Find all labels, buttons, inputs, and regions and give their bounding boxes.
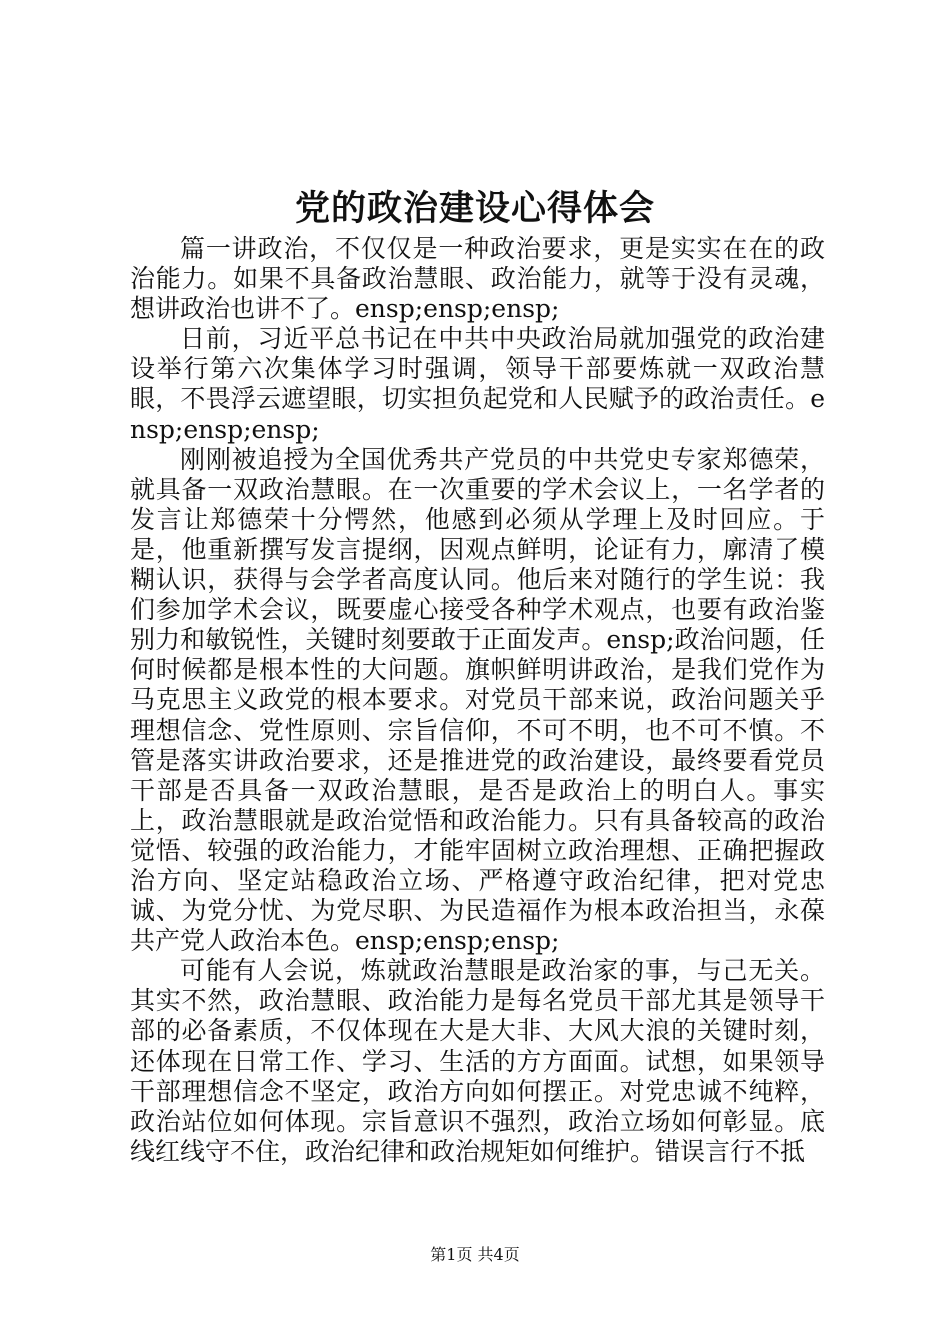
page-footer: 第1页 共4页: [430, 1245, 520, 1264]
paragraph: 篇一讲政治，不仅仅是一种政治要求，更是实实在在的政治能力。如果不具备政治慧眼、政治能力，就等于没有灵魂，想讲政治也讲不了。ensp;ensp;ensp;: [130, 234, 825, 324]
document-title: 党的政治建设心得体会: [294, 188, 655, 229]
document-body: [130, 234, 825, 1167]
paragraph: 可能有人会说，炼就政治慧眼是政治家的事，与己无关。其实不然，政治慧眼、政治能力是每名党员干部尤其是领导干部的必备素质，不仅体现在大是大非、大风大浪的关键时刻，还体现在日常工作、学习、生活的方方面面。试想，如果领导干部理想信念不坚定，政治方向如何摆正。对党忠诚不纯粹，政治站位如何体现。宗旨意识不强烈，政治立场如何彰显。底线红线守不住，政治纪律和政治规矩如何维护。错误言行不抵: [130, 956, 825, 1166]
paragraph: 日前，习近平总书记在中共中央政治局就加强党的政治建设举行第六次集体学习时强调，领导干部要炼就一双政治慧眼，不畏浮云遮望眼，切实担负起党和人民赋予的政治责任。ensp;ensp;ensp;: [130, 324, 825, 444]
paragraph: 刚刚被追授为全国优秀共产党员的中共党史专家郑德荣，就具备一双政治慧眼。在一次重要的学术会议上，一名学者的发言让郑德荣十分愕然，他感到必须从学理上及时回应。于是，他重新撰写发言提纲，因观点鲜明，论证有力，廓清了模糊认识，获得与会学者高度认同。他后来对随行的学生说：我们参加学术会议，既要虚心接受各种学术观点，也要有政治鉴别力和敏锐性，关键时刻要敢于正面发声。ensp;政治问题，任何时候都是根本性的大问题。旗帜鲜明讲政治，是我们党作为马克思主义政党的根本要求。对党员干部来说，政治问题关乎理想信念、党性原则、宗旨信仰，不可不明，也不可不慎。不管是落实讲政治要求，还是推进党的政治建设，最终要看党员干部是否具备一双政治慧眼，是否是政治上的明白人。事实上，政治慧眼就是政治觉悟和政治能力。只有具备较高的政治觉悟、较强的政治能力，才能牢固树立政治理想、正确把握政治方向、坚定站稳政治立场、严格遵守政治纪律，把对党忠诚、为党分忧、为党尽职、为民造福作为根本政治担当，永葆共产党人政治本色。ensp;ensp;ensp;: [130, 444, 825, 956]
